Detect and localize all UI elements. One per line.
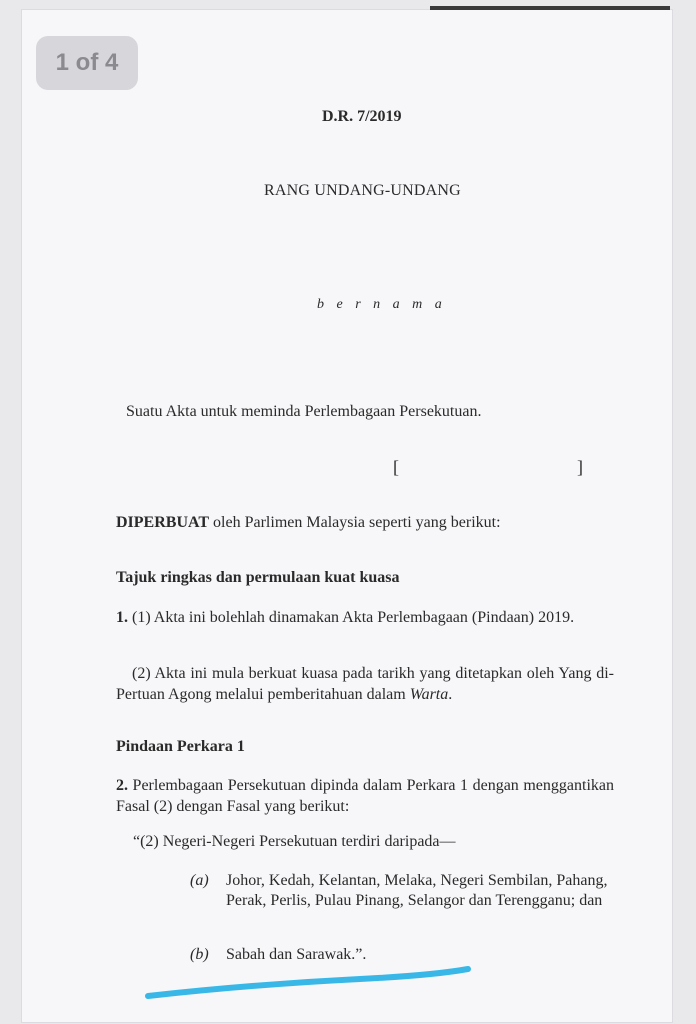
section-1-para-1 xyxy=(116,607,614,628)
date-bracket-right: ] xyxy=(577,457,583,477)
section-1-heading: Tajuk ringkas dan permulaan kuat kuasa xyxy=(116,569,400,586)
section-1-para-2 xyxy=(116,663,614,705)
section-1-para-1-text: (1) Akta ini bolehlah dinamakan Akta Perlembagaan (Pindaan) 2019. xyxy=(128,609,575,626)
clause-2-intro: “(2) Negeri-Negeri Persekutuan terdiri daripada— xyxy=(133,833,456,850)
section-2-text: Perlembagaan Persekutuan dipinda dalam Perkara 1 dengan menggantikan Fasal (2) dengan Fasal yang berikut: xyxy=(116,777,614,815)
item-b-label: (b) xyxy=(190,946,209,963)
section-1-para-2-text: (2) Akta ini mula berkuat kuasa pada tarikh yang ditetapkan oleh Yang di-Pertuan Agong melalui pemberitahuan dalam xyxy=(116,665,614,703)
item-b-text: Sabah dan Sarawak.”. xyxy=(226,946,367,963)
bill-preamble: Suatu Akta untuk meminda Perlembagaan Persekutuan. xyxy=(126,403,482,420)
doc-number: D.R. 7/2019 xyxy=(322,108,402,125)
bill-subheading: b e r n a m a xyxy=(317,297,447,312)
section-2-heading: Pindaan Perkara 1 xyxy=(116,738,245,755)
item-a-text: Johor, Kedah, Kelantan, Melaka, Negeri Sembilan, Pahang, Perak, Perlis, Pulau Pinang, Selangor dan Terengganu; dan xyxy=(226,872,608,909)
enacting-rest: oleh Parlimen Malaysia seperti yang berikut: xyxy=(209,514,501,531)
bill-heading: RANG UNDANG-UNDANG xyxy=(264,182,461,199)
date-bracket-left: [ xyxy=(393,457,399,477)
section-2-number: 2. xyxy=(116,777,128,794)
section-1-number: 1. xyxy=(116,609,128,626)
warta-italic: Warta xyxy=(409,686,449,703)
section-2-para xyxy=(116,775,614,817)
section-1-para-2-end: . xyxy=(448,686,453,703)
page-indicator-badge: 1 of 4 xyxy=(36,36,138,90)
enacting-bold: DIPERBUAT xyxy=(116,514,210,531)
page-edge-shadow xyxy=(430,6,670,10)
enacting-clause xyxy=(116,514,501,532)
item-a-label: (a) xyxy=(190,872,209,889)
